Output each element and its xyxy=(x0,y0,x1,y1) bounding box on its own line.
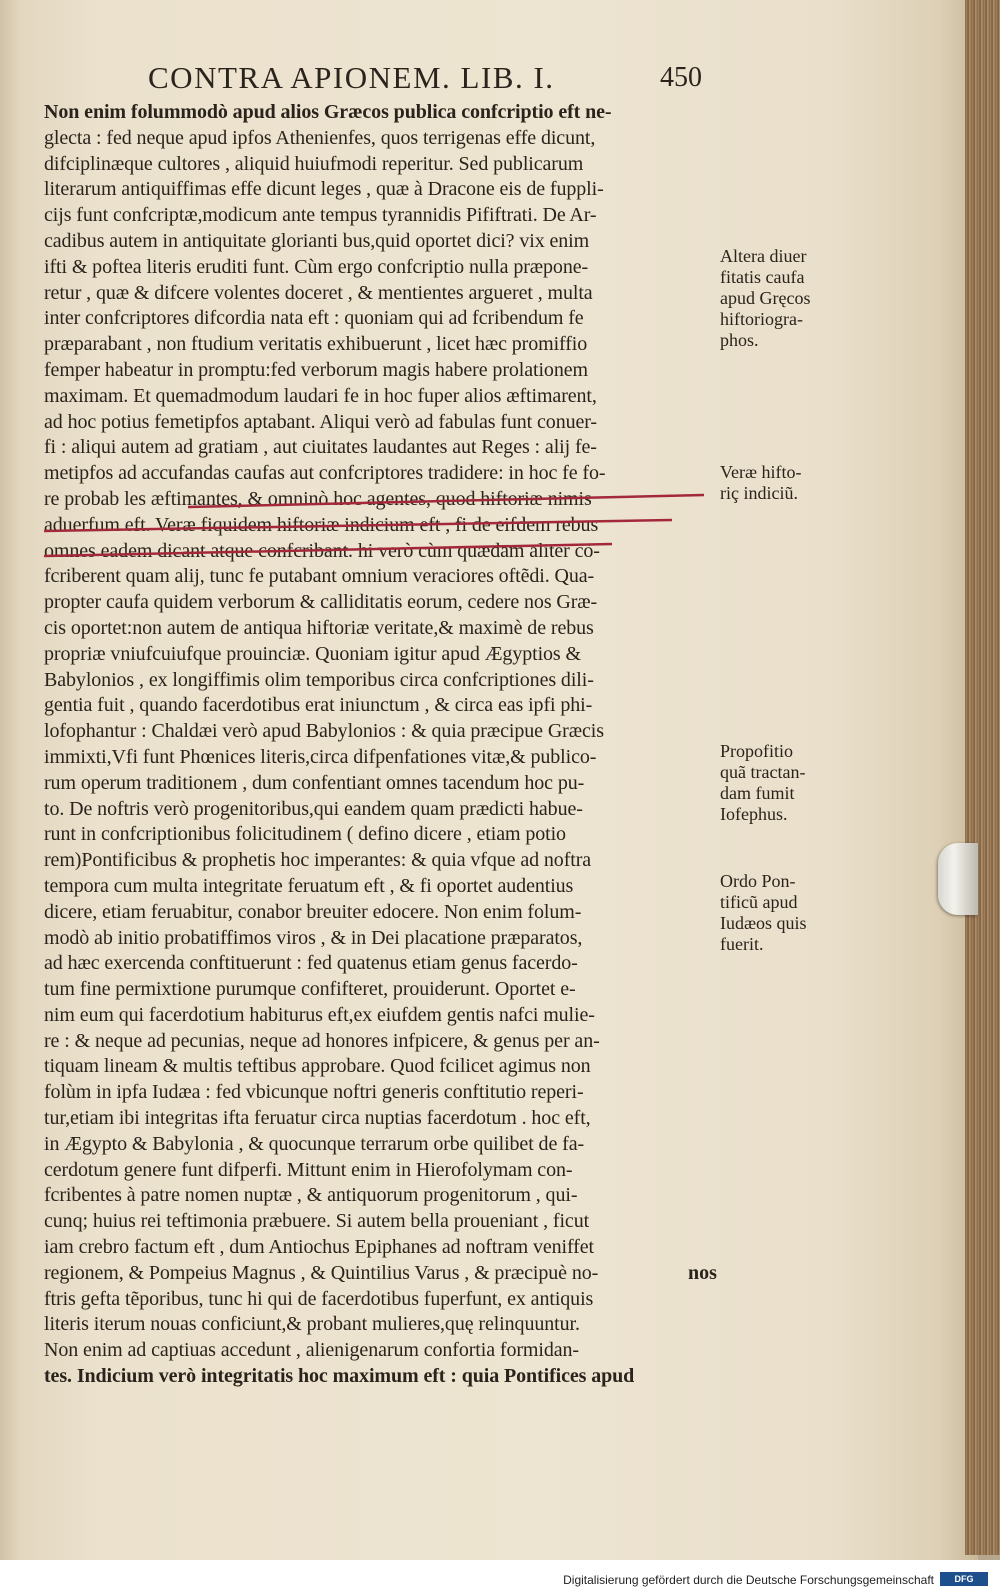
text-line: literis iterum nouas conficiunt,& probant mulieres,quę relinquuntur. xyxy=(44,1313,580,1336)
marginal-note-line: Ordo Pon- xyxy=(720,871,796,891)
text-line: Non enim ad captiuas accedunt , alienigenarum confortia formidan- xyxy=(44,1339,579,1362)
page-clip xyxy=(938,843,978,915)
text-line: ad hæc exercenda conftituerunt : fed quatenus etiam genus facerdo- xyxy=(44,952,578,975)
text-line: femper habeatur in promptu:fed verborum magis habere prolationem xyxy=(44,358,588,381)
text-line: tur,etiam ibi integritas ifta feruatur circa nuptias facerdotum . hoc eft, xyxy=(44,1107,591,1130)
book-fore-edge xyxy=(965,0,1000,1555)
text-line: cadibus autem in antiquitate glorianti bus,quid oportet dici? vix enim xyxy=(44,229,590,252)
marginal-note-line: apud Gręcos xyxy=(720,288,811,308)
marginal-note-line: Altera diuer xyxy=(720,246,807,266)
text-line: immixti,Vfi funt Phœnices literis,circa difpenfationes vitæ,& publico- xyxy=(44,745,597,768)
text-line: cis oportet:non autem de antiqua hiftoriæ veritate,& maximè de rebus xyxy=(44,616,594,639)
running-title: CONTRA APIONEM. LIB. I. xyxy=(148,60,555,95)
text-line: regionem, & Pompeius Magnus , & Quintilius Varus , & præcipuè no- xyxy=(44,1261,599,1284)
text-line: omnes eadem dicant atque confcribant. hi verò cùm quædam aliter cõ- xyxy=(44,539,600,562)
text-line: præparabant , non ftudium veritatis exhibuerunt , licet hæc promiffio xyxy=(44,333,588,356)
text-line: gentia fuit , quando facerdotibus erat iniunctum , & circa eas ipfi phi- xyxy=(44,694,593,717)
marginal-note-line: quã tractan- xyxy=(720,762,806,782)
marginal-note-line: dam fumit xyxy=(720,783,795,803)
text-line: nim eum qui facerdotium habiturus eft,ex eiufdem gentis nafci mulie- xyxy=(44,1003,595,1026)
text-line: aduerfum eft. Veræ fiquidem hiftoriæ indicium eft , fi de eifdem rebus xyxy=(44,513,599,536)
text-line: in Ægypto & Babylonia , & quocunque terrarum orbe quilibet de fa- xyxy=(44,1132,585,1155)
text-line: Babylonios , ex longiffimis olim temporibus circa confcriptiones dili- xyxy=(44,668,594,691)
text-line: re probab les æftimantes, & omninò hoc agentes, quod hiftoriæ nimis xyxy=(44,487,592,510)
text-line: tum fine permixtione purumque confifteret, prouiderunt. Oportet e- xyxy=(44,978,576,1001)
text-line: to. De noftris verò progenitoribus,qui eandem quam prædicti habue- xyxy=(44,797,583,820)
dfg-logo: DFG xyxy=(940,1572,988,1586)
text-line: tes. Indicium verò integritatis hoc maximum eft : quia Pontifices apud xyxy=(44,1365,635,1388)
text-line: fcriberent quam alij, tunc fe putabant omnium veraciores oftẽdi. Qua- xyxy=(44,565,595,588)
marginal-note xyxy=(720,462,840,504)
marginal-note-line: Iofephus. xyxy=(720,804,788,824)
text-line: difciplinæque cultores , aliquid huiufmodi reperitur. Sed publicarum xyxy=(44,152,584,175)
marginal-note xyxy=(720,871,840,955)
marginal-note-line: Propofitio xyxy=(720,741,794,761)
marginal-note-line: fuerit. xyxy=(720,934,764,954)
text-line: cunq; huius rei teftimonia præbuere. Si autem bella proueniant , ficut xyxy=(44,1210,590,1233)
text-line: propter caufa quidem verborum & calliditatis eorum, cedere nos Græ- xyxy=(44,591,598,614)
text-line: maximam. Et quemadmodum laudari fe in hoc fuper alios æftimarent, xyxy=(44,384,597,407)
marginal-note-line: Veræ hifto- xyxy=(720,462,802,482)
text-line: rum operum traditionem , dum confentiant omnes tacendum hoc pu- xyxy=(44,771,585,794)
marginal-note-line: riç indiciũ. xyxy=(720,483,798,503)
text-line: re : & neque ad pecunias, neque ad honores infpicere, & genus per an- xyxy=(44,1029,600,1052)
marginal-note-line: fitatis caufa xyxy=(720,267,805,287)
marginal-note-line: Iudæos quis xyxy=(720,913,807,933)
text-line: literarum antiquiffimas effe dicunt leges , quæ à Dracone eis de fuppli- xyxy=(44,178,604,201)
text-line: glecta : fed neque apud ipfos Athenienfes, quos terrigenas effe dicunt, xyxy=(44,126,596,149)
text-line: runt in confcriptionibus folicitudinem ( defino dicere , etiam potio xyxy=(44,823,566,846)
text-line: modò ab initio probatiffimos viros , & in Dei placatione præparatos, xyxy=(44,926,583,949)
text-line: inter confcriptores difcordia nata eft : quoniam qui ad fcribendum fe xyxy=(44,307,584,330)
marginal-note-line: hiftoriogra- xyxy=(720,309,803,329)
marginal-note-line: phos. xyxy=(720,330,759,350)
marginal-note-line: tificũ apud xyxy=(720,892,798,912)
funding-credit: Digitalisierung gefördert durch die Deutsche Forschungsgemeinschaft xyxy=(563,1573,934,1587)
text-line: lofophantur : Chaldæi verò apud Babylonios : & quia præcipue Græcis xyxy=(44,720,604,743)
footer-bar xyxy=(0,1560,1000,1595)
text-line: metipfos ad accufandas caufas aut confcriptores tradidere: in hoc fe fo- xyxy=(44,462,606,485)
text-line: rem)Pontificibus & prophetis hoc imperantes: & quia vfque ad noftra xyxy=(44,849,592,872)
text-line: propriæ vniufcuiufque prouinciæ. Quoniam igitur apud Ægyptios & xyxy=(44,642,581,665)
text-line: iam crebro factum eft , dum Antiochus Epiphanes ad noftram veniffet xyxy=(44,1236,594,1259)
marginal-note xyxy=(720,246,840,351)
text-line: Non enim folummodò apud alios Græcos publica confcriptio eft ne- xyxy=(44,101,612,123)
text-line: fcribentes à patre nomen nuptæ , & antiquorum progenitorum , qui- xyxy=(44,1184,578,1207)
catchword: nos xyxy=(688,1262,717,1284)
text-line: ftris gefta tẽporibus, tunc hi qui de facerdotibus fuperfunt, ex antiquis xyxy=(44,1287,594,1310)
text-line: ad hoc potius femetipfos aptabant. Aliqui verò ad fabulas funt conuer- xyxy=(44,410,597,433)
body-text xyxy=(44,100,712,1390)
text-line: retur , quæ & difcere volentes doceret , & mentientes argueret , multa xyxy=(44,281,593,304)
text-line: fi : aliqui autem ad gratiam , aut ciuitates laudantes aut Reges : alij fe- xyxy=(44,436,597,459)
text-line: tempora cum multa integritate feruatum eft , & fi oportet audentius xyxy=(44,874,574,897)
text-line: tiquam lineam & multis teftibus approbare. Quod fcilicet agimus non xyxy=(44,1055,591,1078)
page-number: 450 xyxy=(660,62,702,93)
text-line: cijs funt confcriptæ,modicum ante tempus tyrannidis Pififtrati. De Ar- xyxy=(44,204,597,227)
text-line: ifti & poftea literis eruditi funt. Cùm ergo confcriptio nulla præpone- xyxy=(44,255,589,278)
text-line: dicere, etiam feruabitur, conabor breuiter edocere. Non enim folum- xyxy=(44,900,582,923)
text-line: cerdotum genere funt difperfi. Mittunt enim in Hierofolymam con- xyxy=(44,1158,573,1181)
marginal-note xyxy=(720,741,840,825)
text-line: folùm in ipfa Iudæa : fed vbicunque noftri generis conftitutio reperi- xyxy=(44,1081,584,1104)
